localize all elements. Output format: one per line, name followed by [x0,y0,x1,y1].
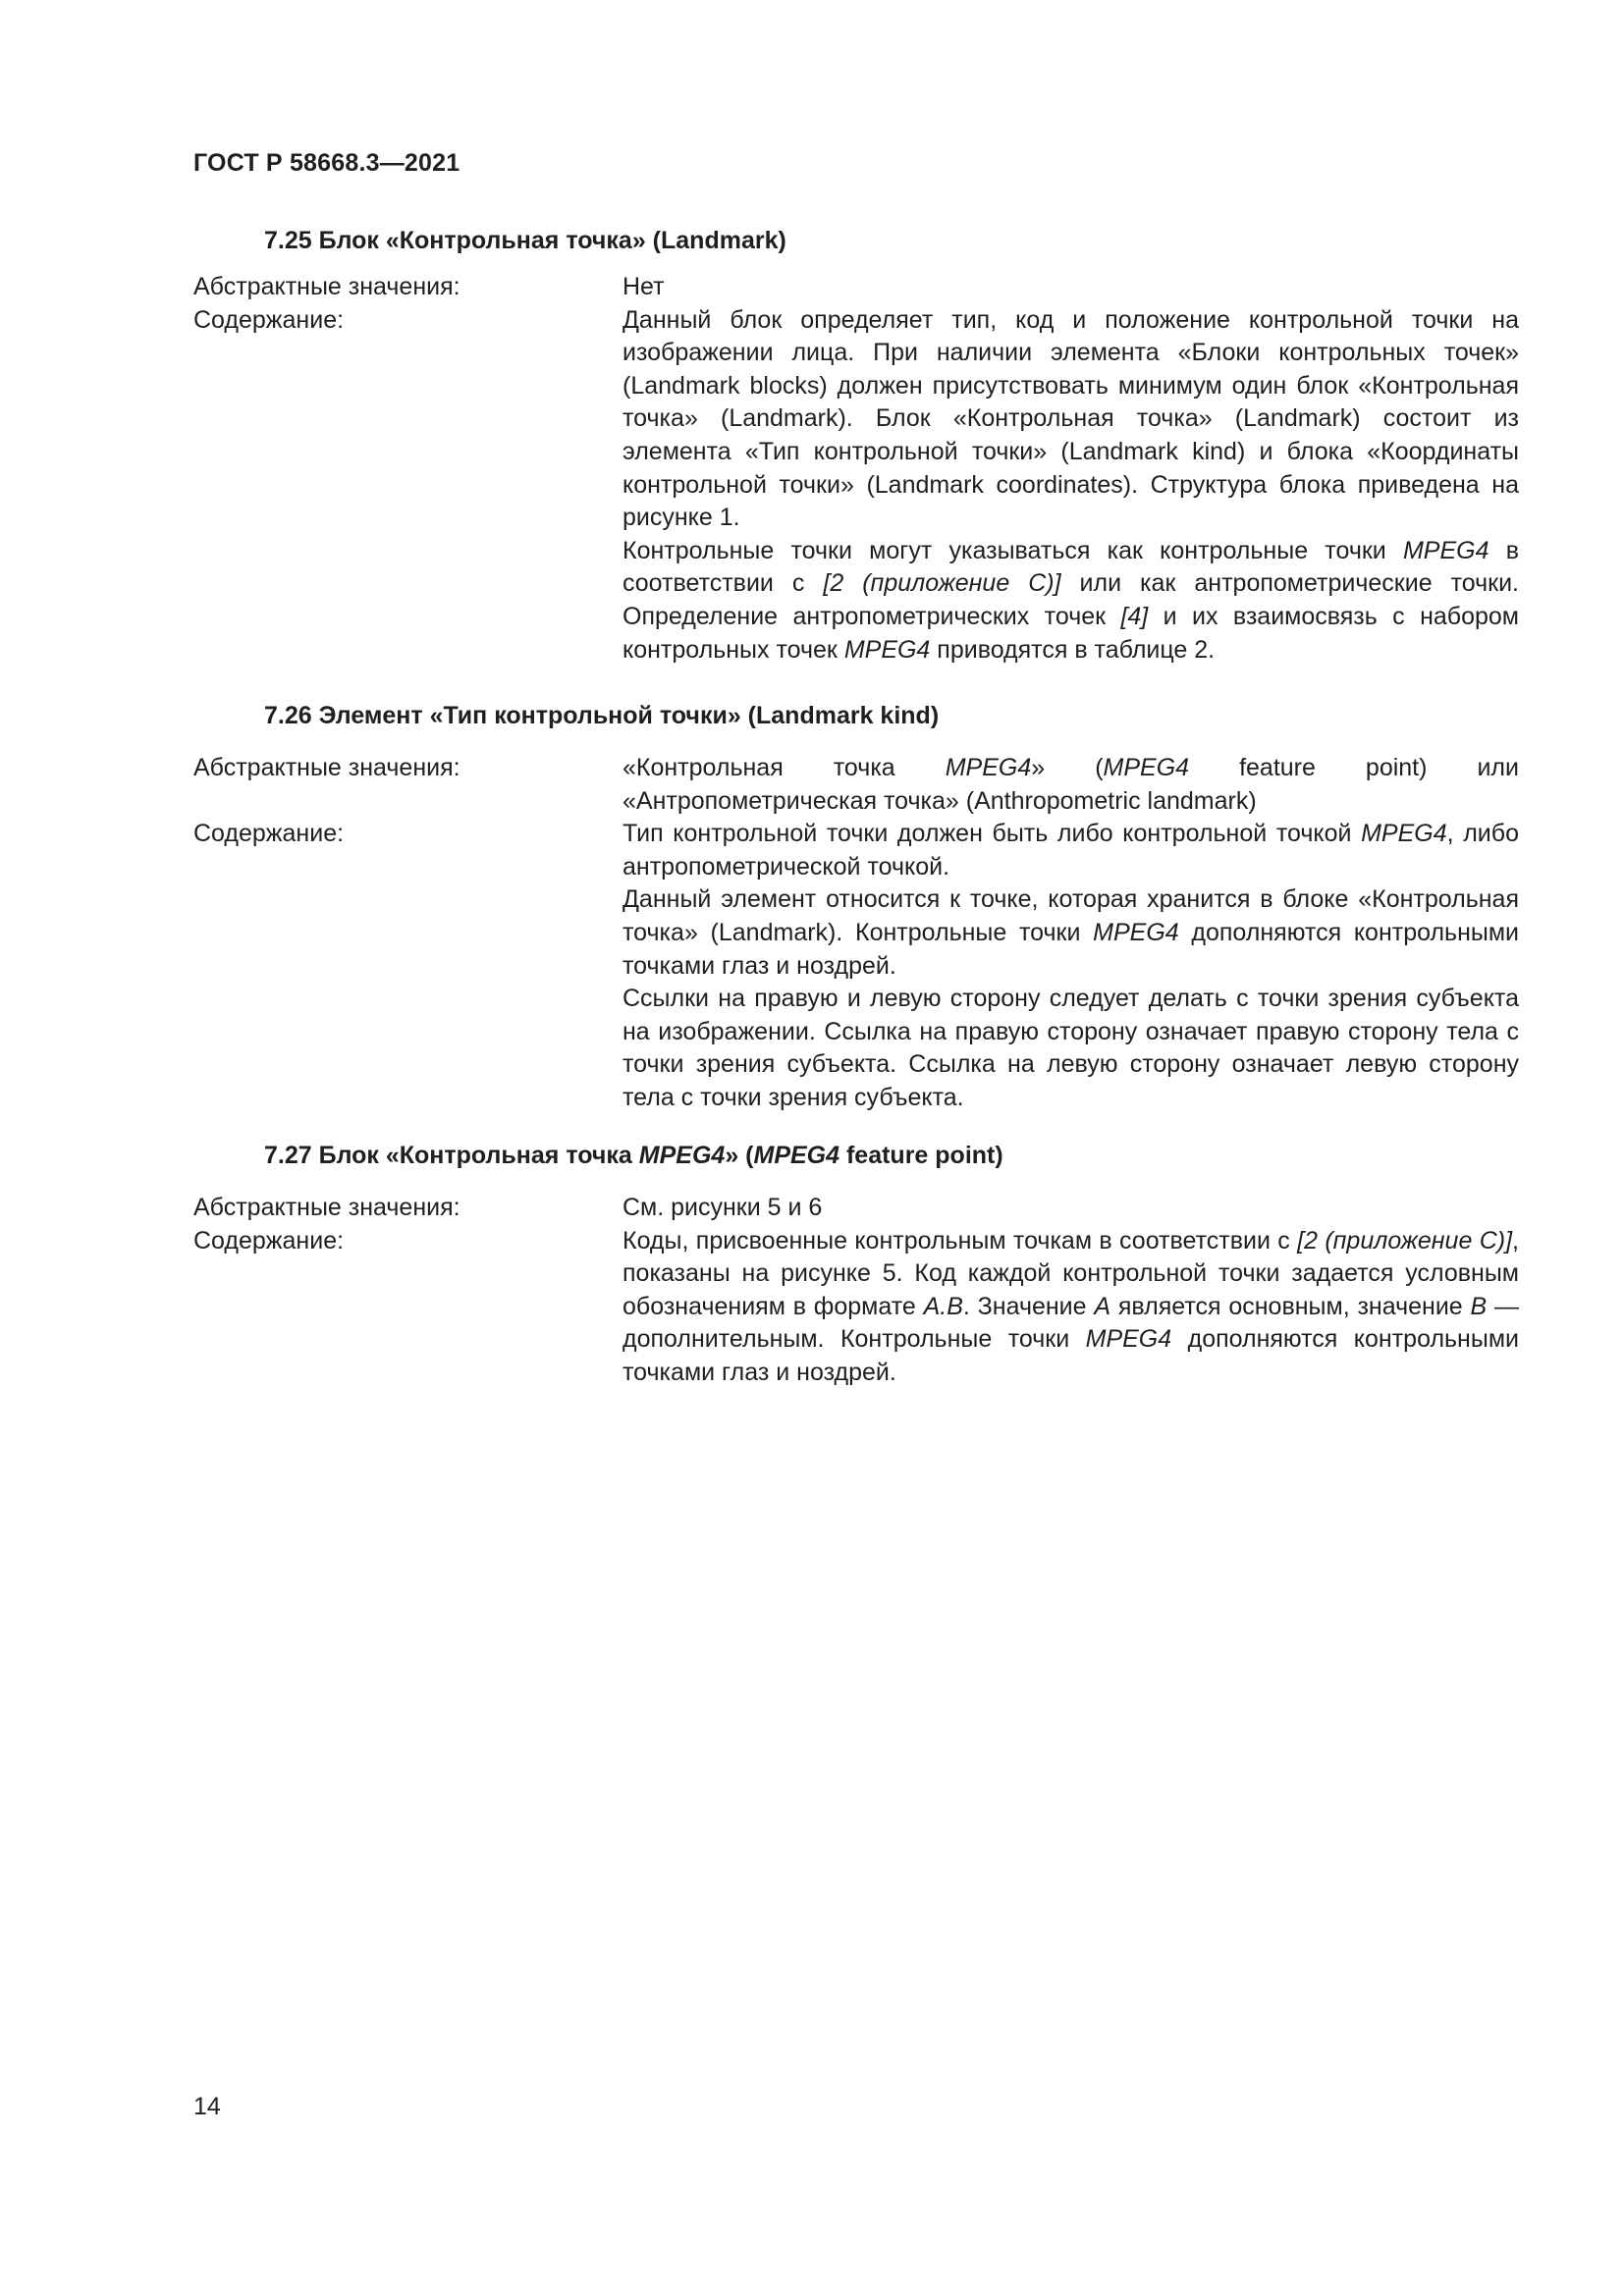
section-title [264,1139,1519,1172]
content-row [193,304,1519,667]
text-run: » ( [725,1142,754,1169]
text-run: в соответствии с [623,536,1519,598]
italic-text-run: MPEG4 [753,1142,840,1169]
paragraph [623,304,1519,535]
paragraph [623,883,1519,983]
text-run: 7.25 Блок «Контрольная точка» (Landmark) [264,227,786,254]
text-run: «Контрольная точка [623,754,946,781]
section-7-27 [193,1139,1519,1390]
abstract-values-text [623,271,1519,304]
italic-text-run: MPEG4 [1085,1325,1172,1354]
text-run: дополняются контрольными точками глаз и ноздрей. [623,918,1519,980]
abstract-values-label: Абстрактные значения: [193,754,460,781]
abstract-values-label: Абстрактные значения: [193,1194,460,1221]
content-label: Содержание: [193,820,345,848]
text-run: Данный блок определяет тип, код и положение контрольной точки на изображении лица. При наличии элемента «Блоки контрольных точек» (Landmark blocks) должен присутствовать минимум один блок «Контрольная точка» (Landmark). Блок «Контрольная точка» (Landmark) состоит из элемента «Тип контрольной точки» (Landmark kind) и блока «Координаты контрольной точки» (Landmark coordinates). Структура блока приведена на рисунке 1. [623,305,1519,532]
text-run: , либо антропометрической точкой. [623,820,1519,881]
paragraph [623,1225,1519,1390]
abstract-values-row [193,1192,1519,1225]
text-run: Контрольные точки могут указываться как контрольные точки [623,536,1403,564]
section-7-26 [193,699,1519,1115]
content-text [623,304,1519,667]
text-run: — дополнительным. Контрольные точки [623,1292,1520,1354]
abstract-values-row [193,752,1519,818]
italic-text-run: MPEG4 [1361,820,1447,848]
text-run: Данный элемент относится к точке, которая хранится в блоке «Контрольная точка» (Landmark). Контрольные точки [623,885,1519,946]
section-title [264,224,1519,257]
page-number: 14 [193,2093,221,2120]
italic-text-run: [2 (приложение С)] [1297,1226,1513,1255]
abstract-values-text [623,752,1519,818]
section-7-25 [193,224,1519,667]
italic-text-run: MPEG4 [1093,918,1179,946]
text-run: и их взаимосвязь с набором контрольных точек [623,602,1519,664]
text-run: , показаны на рисунке 5. Код каждой контрольной точки задается условным обозначениям в формате [623,1226,1519,1320]
italic-text-run: MPEG4 [638,1142,726,1169]
content-label: Содержание: [193,1226,345,1255]
document-id: ГОСТ Р 58668.3—2021 [193,149,460,177]
text-run: приводятся в таблице 2. [930,635,1216,664]
paragraph [623,535,1519,667]
italic-text-run: MPEG4 [843,635,931,664]
text-run: Нет [623,273,665,300]
text-run: См. рисунки 5 и 6 [623,1194,823,1221]
text-run: Тип контрольной точки должен быть либо контрольной точкой [623,820,1362,848]
paragraph [623,752,1519,818]
text-run: является основным, значение [1110,1292,1471,1320]
italic-text-run: [4] [1120,602,1149,630]
italic-text-run: MPEG4 [945,754,1032,781]
italic-text-run: MPEG4 [1103,754,1190,781]
text-run: 7.27 Блок «Контрольная точка [264,1142,639,1169]
italic-text-run: А.В [923,1292,963,1320]
text-run: . Значение [962,1292,1095,1320]
content-label: Содержание: [193,305,345,334]
italic-text-run: В [1470,1292,1488,1320]
content-row [193,1225,1519,1390]
text-run: или как антропометрические точки. Определение антропометрических точек [623,569,1519,630]
content-text [623,818,1519,1114]
paragraph [623,818,1519,883]
italic-text-run: [2 (приложение С)] [823,569,1061,598]
section-title [264,699,1519,732]
paragraph [623,271,1519,304]
content-row [193,818,1519,1114]
text-run: Ссылки на правую и левую сторону следует делать с точки зрения субъекта на изображении. Ссылка на правую сторону означает правую сторону тела с точки зрения субъекта. Ссылка на левую сторону означает левую сторону тела с точки зрения субъекта. [623,985,1519,1111]
italic-text-run: MPEG4 [1402,536,1489,564]
italic-text-run: А [1094,1292,1111,1320]
paragraph [623,1192,1519,1225]
text-run: Коды, присвоенные контрольным точкам в соответствии с [623,1226,1298,1255]
text-run: feature point) [839,1142,1003,1169]
abstract-values-text [623,1192,1519,1225]
abstract-values-row [193,271,1519,304]
paragraph [623,983,1519,1114]
text-run: 7.26 Элемент «Тип контрольной точки» (Landmark kind) [264,702,940,729]
abstract-values-label: Абстрактные значения: [193,273,460,300]
content-text [623,1225,1519,1390]
text-run: » ( [1031,754,1104,781]
text-run: feature point) или «Антропометрическая точка» (Anthropometric landmark) [623,754,1519,815]
text-run: дополняются контрольными точками глаз и ноздрей. [623,1325,1519,1386]
